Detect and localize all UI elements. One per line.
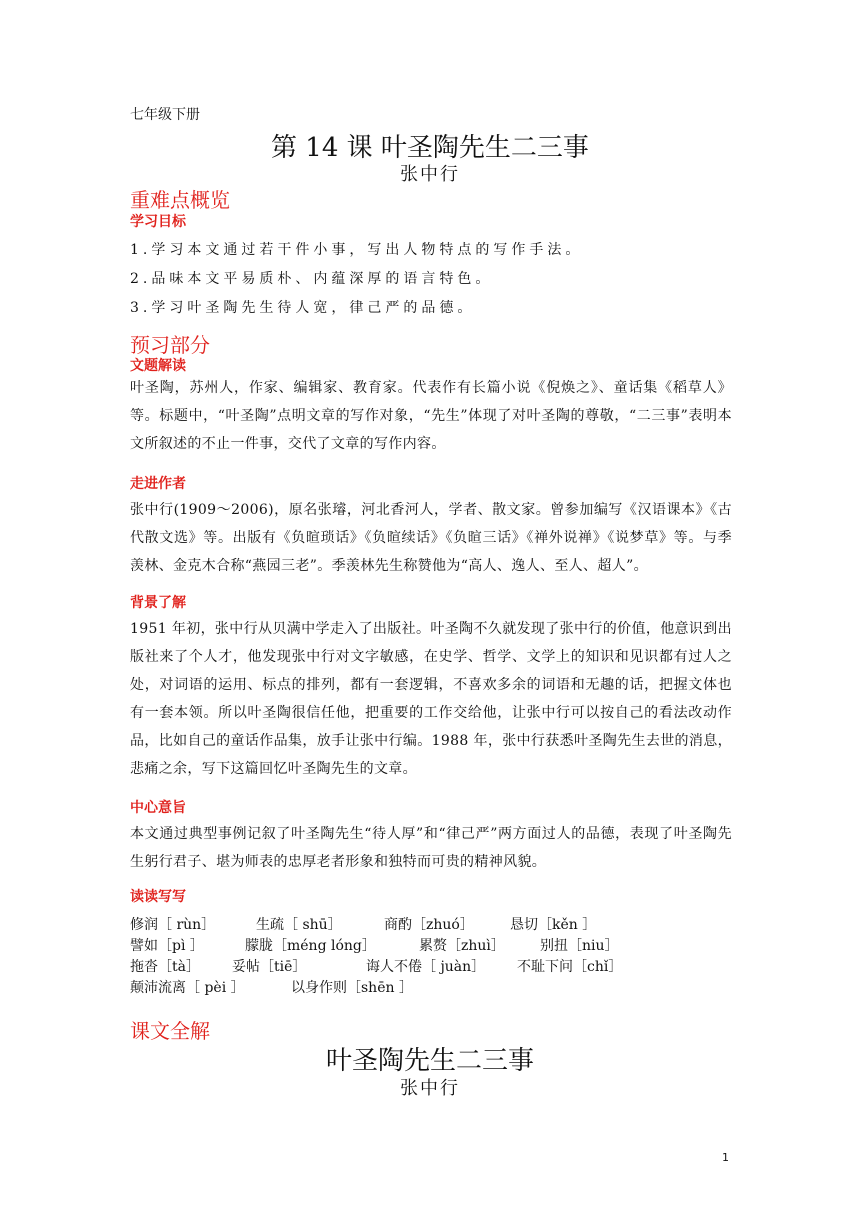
preview-heading: 预习部分 <box>130 333 210 357</box>
background-heading: 背景了解 <box>130 595 186 611</box>
fulltext-title: 叶圣陶先生二三事 <box>325 1046 534 1076</box>
lesson-author: 张中行 <box>400 164 460 185</box>
goals-heading: 学习目标 <box>130 214 186 230</box>
words-heading: 读读写写 <box>130 889 186 905</box>
page-number: 1 <box>722 1151 729 1164</box>
goal-item: 3.学习叶圣陶先生待人宽，律己严的品德。 <box>130 300 476 316</box>
word-item: 修润［ rùn］ <box>130 917 216 933</box>
background-paragraph: 1951 年初，张中行从贝满中学走入了出版社。叶圣陶不久就发现了张中行的价值，他意识到出版社来了个人才，他发现张中行对文字敏感，在史学、哲学、文学上的知识和见识都有过人之处，对词语的运用、标点的排列，都有一套逻辑，不喜欢多余的词语和无趣的话，把握文体也有一套本领。所以叶圣陶很信任他，把重要的工作交给他，让张中行可以按自己的看法改动作品，比如自己的童话作品集，放手让张中行编。1988 年，张中行获悉叶圣陶先生去世的消息，悲痛之余，写下这篇回忆叶圣陶先生的文章。 <box>130 621 732 777</box>
author-paragraph: 张中行(1909～2006)，原名张璿，河北香河人，学者、散文家。曾参加编写《汉语课本》《古代散文选》等。出版有《负暄琐话》《负暄续话》《负暄三话》《禅外说禅》《说梦草》等。与季羡林、金克木合称“燕园三老”。季羡林先生称赞他为“高人、逸人、至人、超人”。 <box>130 502 732 574</box>
word-item: 恳切［kěn ］ <box>510 917 597 933</box>
word-item: 譬如［pì ］ <box>130 938 204 954</box>
overview-heading: 重难点概览 <box>130 188 230 212</box>
word-item: 拖沓［tà］ <box>130 959 200 975</box>
title-interp-heading: 文题解读 <box>130 358 186 374</box>
word-item: 以身作则［shēn ］ <box>291 980 413 996</box>
theme-heading: 中心意旨 <box>130 800 186 816</box>
theme-paragraph: 本文通过典型事例记叙了叶圣陶先生“待人厚”和“律己严”两方面过人的品德，表现了叶圣陶先生躬行君子、堪为师表的忠厚老者形象和独特而可贵的精神风貌。 <box>130 826 732 870</box>
goal-item: 1.学习本文通过若干件小事，写出人物特点的写作手法。 <box>130 242 584 258</box>
word-item: 不耻下问［chǐ］ <box>517 959 623 975</box>
word-item: 朦胧［méng lóng］ <box>245 938 376 954</box>
title-interp-paragraph: 叶圣陶，苏州人，作家、编辑家、教育家。代表作有长篇小说《倪焕之》、童话集《稻草人》等。标题中，“叶圣陶”点明文章的写作对象，“先生”体现了对叶圣陶的尊敬，“二三事”表明本文所叙述的不止一件事，交代了文章的写作内容。 <box>130 380 732 452</box>
word-item: 妥帖［tiē］ <box>232 959 307 975</box>
lesson-title: 第 14 课 叶圣陶先生二三事 <box>271 133 589 163</box>
fulltext-author: 张中行 <box>400 1078 460 1099</box>
word-item: 商酌［zhuó］ <box>384 917 474 933</box>
goal-item: 2.品味本文平易质朴、内蕴深厚的语言特色。 <box>130 271 494 287</box>
word-item: 颠沛流离［ pèi ］ <box>130 980 245 996</box>
word-item: 累赘［zhuì］ <box>419 938 505 954</box>
grade-label: 七年级下册 <box>130 107 200 123</box>
word-item: 生疏［ shū］ <box>256 917 342 933</box>
word-item: 诲人不倦［ juàn］ <box>366 959 486 975</box>
word-item: 别扭［niu］ <box>540 938 619 954</box>
author-heading: 走进作者 <box>130 476 186 492</box>
fulltext-heading: 课文全解 <box>130 1019 210 1043</box>
